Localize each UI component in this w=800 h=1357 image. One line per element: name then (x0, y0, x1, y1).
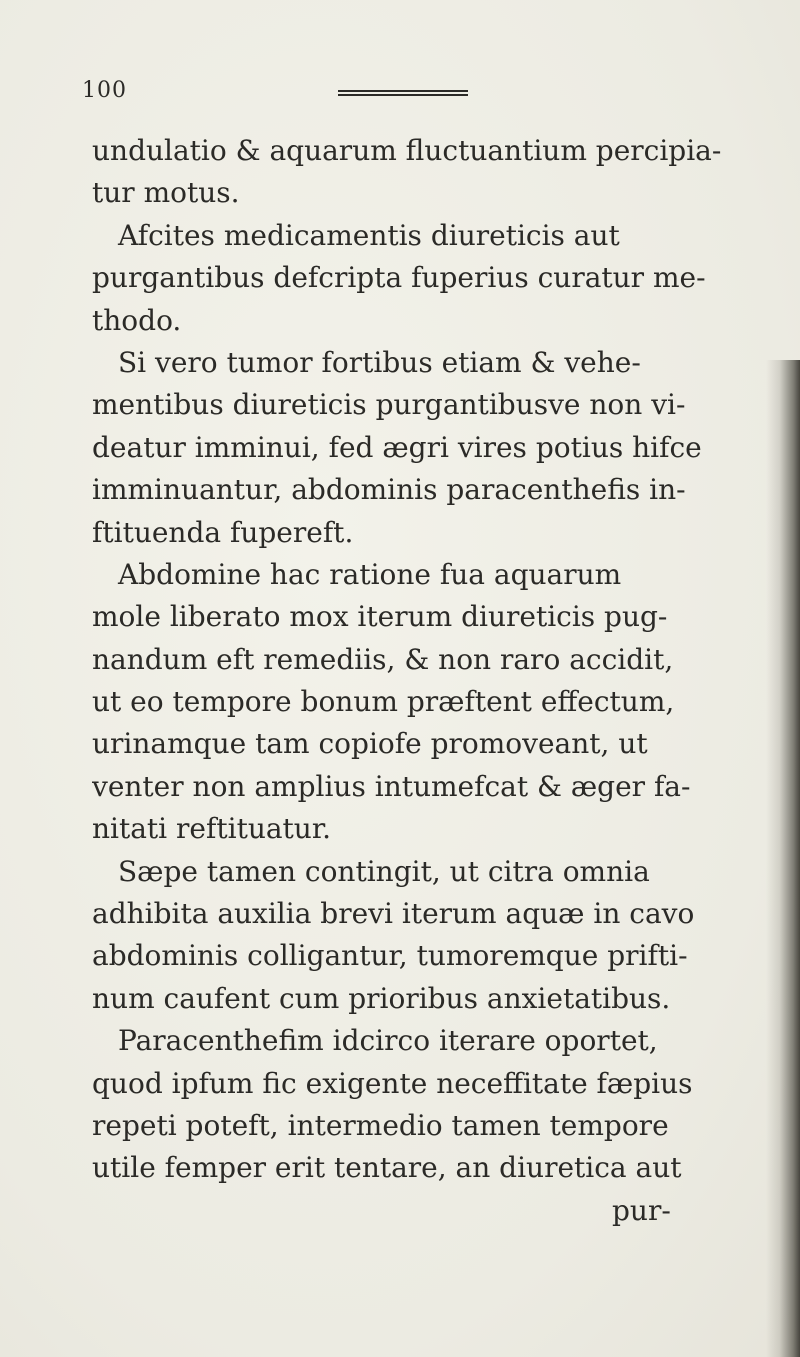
text-line: Sæpe tamen contingit, ut citra omnia (118, 854, 650, 888)
text-line: thodo. (92, 303, 182, 337)
text-line: nandum eft remediis, & non raro accidit, (92, 642, 674, 676)
text-line: repeti poteft, intermedio tamen tempore (92, 1108, 669, 1142)
page-number: 100 (82, 78, 127, 103)
text-line: utile femper erit tentare, an diuretica aut (92, 1151, 682, 1185)
page-header (82, 78, 502, 108)
text-line: Abdomine hac ratione fua aquarum (118, 557, 622, 591)
text-line: adhibita auxilia brevi iterum aquæ in cavo (92, 897, 695, 931)
text-line: mole liberato mox iterum diureticis pug- (92, 600, 668, 634)
text-line: nitati reftituatur. (92, 812, 332, 846)
text-line: imminuantur, abdominis paracenthefis in- (92, 473, 686, 507)
text-line: undulatio & aquarum fluctuantium percipia- (92, 134, 722, 167)
text-line: Afcites medicamentis diureticis aut (118, 218, 620, 252)
body-text (92, 130, 772, 1232)
text-line: mentibus diureticis purgantibusve non vi- (92, 388, 686, 422)
header-rule (338, 90, 468, 96)
text-line: ut eo tempore bonum præftent effectum, (92, 685, 675, 719)
text-line: urinamque tam copiofe promoveant, ut (92, 727, 648, 761)
text-line: Si vero tumor fortibus etiam & vehe- (118, 345, 641, 379)
text-line: num caufent cum prioribus anxietatibus. (92, 981, 671, 1015)
text-line: abdominis colligantur, tumoremque prifti- (92, 939, 688, 973)
text-line: venter non amplius intumefcat & æger fa- (92, 769, 691, 803)
text-line: ftituenda fupereft. (92, 515, 354, 549)
text-line: Paracenthefim idcirco iterare oportet, (118, 1024, 658, 1058)
text-line: purgantibus defcripta fuperius curatur me- (92, 261, 706, 295)
text-line: tur motus. (92, 176, 240, 210)
text-line: deatur imminui, fed ægri vires potius hifce (92, 430, 702, 464)
catchword: pur- (612, 1193, 671, 1227)
text-line: quod ipfum fic exigente neceffitate fæpius (92, 1066, 693, 1100)
